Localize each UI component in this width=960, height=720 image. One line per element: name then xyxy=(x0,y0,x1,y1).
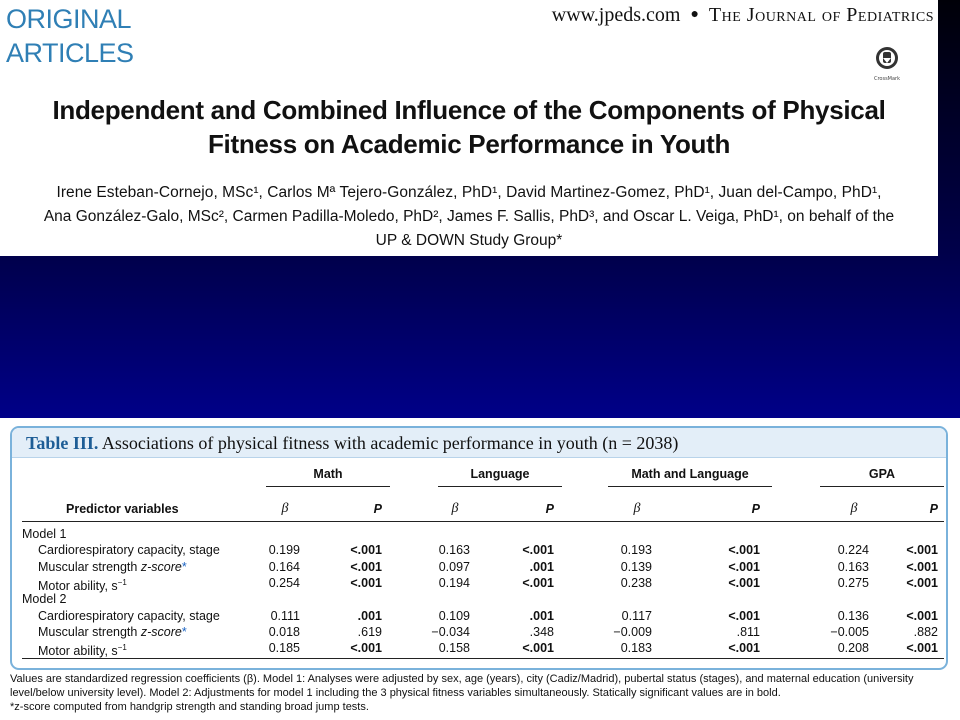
table-notes xyxy=(10,672,955,714)
beta-column-header: β xyxy=(633,501,641,516)
predictor-name xyxy=(38,640,127,659)
beta-column-header: β xyxy=(281,501,289,516)
p-value: .001 xyxy=(529,608,554,623)
predictor-name xyxy=(38,624,187,640)
crossmark-label: CrossMark xyxy=(873,76,901,82)
section-label xyxy=(6,2,134,70)
p-value: <.001 xyxy=(350,575,382,590)
beta-value: 0.275 xyxy=(837,575,869,590)
column-group-header: Math and Language xyxy=(631,467,749,481)
table-caption-label: Table III. xyxy=(26,433,99,453)
beta-value: 0.193 xyxy=(620,543,652,558)
column-group-header: Math xyxy=(313,467,343,481)
table-caption xyxy=(12,428,946,458)
p-value-column-header: P xyxy=(751,502,760,516)
author-line-3: UP & DOWN Study Group* xyxy=(375,232,563,249)
column-group-header: GPA xyxy=(868,467,896,481)
crossmark-icon xyxy=(875,46,899,70)
journal-line xyxy=(552,4,934,27)
predictor-name-text: Motor ability, s xyxy=(38,644,118,659)
footnote-marker: * xyxy=(181,559,187,574)
header-rule xyxy=(22,521,944,522)
beta-column-header: β xyxy=(451,501,459,516)
crossmark-badge[interactable] xyxy=(872,46,902,82)
p-value: <.001 xyxy=(522,575,554,590)
unit-exponent: −1 xyxy=(117,643,127,653)
beta-value: 0.194 xyxy=(438,575,470,590)
p-value: <.001 xyxy=(728,641,760,656)
results-table xyxy=(10,426,948,670)
p-value: <.001 xyxy=(350,543,382,558)
beta-value: 0.224 xyxy=(837,543,869,558)
column-group-header: Language xyxy=(470,467,530,481)
predictor-name-italic: z-score xyxy=(140,624,182,639)
table-caption-text: Associations of physical fitness with academic performance in youth (n = 2038) xyxy=(101,433,679,453)
beta-value: 0.183 xyxy=(620,641,652,656)
p-value: <.001 xyxy=(906,559,938,574)
p-value: <.001 xyxy=(728,575,760,590)
predictor-name-text: Motor ability, s xyxy=(38,579,118,594)
p-value: .001 xyxy=(529,559,554,574)
p-value-column-header: P xyxy=(929,502,938,516)
footnote-marker: * xyxy=(181,624,187,639)
journal-url[interactable]: www.jpeds.com xyxy=(551,4,681,26)
author-line-2: Ana González-Galo, MSc², Carmen Padilla-Moledo, PhD², James F. Sallis, PhD³, and Oscar L. Veiga, PhD¹, on behalf of the xyxy=(43,208,895,225)
p-value: .001 xyxy=(357,608,382,623)
beta-value: 0.254 xyxy=(268,575,300,590)
beta-value: 0.018 xyxy=(268,624,300,639)
section-label-line-2: ARTICLES xyxy=(6,38,134,68)
column-group-rule xyxy=(266,486,390,487)
p-value: .348 xyxy=(529,624,554,639)
table-note-footnote: *z-score computed from handgrip strength and standing broad jump tests. xyxy=(10,701,369,713)
beta-value: 0.238 xyxy=(620,575,652,590)
beta-value: 0.163 xyxy=(438,543,470,558)
p-value: <.001 xyxy=(906,575,938,590)
model-label: Model 2 xyxy=(22,592,67,607)
beta-value: −0.034 xyxy=(431,624,470,639)
table-bottom-rule xyxy=(22,658,944,659)
beta-value: 0.136 xyxy=(837,608,869,623)
predictor-name-text: Muscular strength xyxy=(38,624,141,639)
p-value-column-header: P xyxy=(373,502,382,516)
p-value: <.001 xyxy=(522,543,554,558)
p-value: <.001 xyxy=(350,559,382,574)
beta-value: 0.164 xyxy=(268,559,300,574)
p-value: .619 xyxy=(357,624,382,639)
p-value: .811 xyxy=(736,624,760,639)
beta-value: 0.139 xyxy=(620,559,652,574)
p-value: <.001 xyxy=(350,641,382,656)
p-value-column-header: P xyxy=(545,502,554,516)
p-value: <.001 xyxy=(906,608,938,623)
column-group-rule xyxy=(608,486,772,487)
beta-value: 0.158 xyxy=(438,641,470,656)
predictor-name-text: Muscular strength xyxy=(38,559,141,574)
beta-value: 0.117 xyxy=(621,608,652,623)
table-note-main: Values are standardized regression coefficients (β). Model 1: Analyses were adjusted by sex, age (years), city (Cadiz/Madrid), pubertal status (stages), and maternal education (university level/below university level). Model 2: Adjustments for model 1 including the 3 physical fitness variables simultaneously. Statically significant values are in bold. xyxy=(10,673,914,699)
beta-value: −0.009 xyxy=(613,624,652,639)
article-title-line-1: Independent and Combined Influence of the Components of Physical xyxy=(52,95,886,125)
p-value: <.001 xyxy=(522,641,554,656)
p-value: .882 xyxy=(913,624,938,639)
beta-column-header: β xyxy=(850,501,858,516)
article-header xyxy=(0,0,938,256)
article-title-line-2: Fitness on Academic Performance in Youth xyxy=(207,129,731,159)
beta-value: 0.163 xyxy=(837,559,869,574)
bullet-separator: ● xyxy=(690,7,699,22)
column-group-rule xyxy=(438,486,562,487)
beta-value: 0.208 xyxy=(837,641,869,656)
predictor-name xyxy=(38,559,187,575)
beta-value: 0.199 xyxy=(268,543,300,558)
beta-value: −0.005 xyxy=(830,624,869,639)
p-value: <.001 xyxy=(906,641,938,656)
author-line-1: Irene Esteban-Cornejo, MSc¹, Carlos Mª Tejero-González, PhD¹, David Martinez-Gomez, PhD¹, Juan del-Campo, PhD¹, xyxy=(56,184,882,201)
table-panel xyxy=(0,418,960,720)
beta-value: 0.109 xyxy=(438,608,470,623)
model-label: Model 1 xyxy=(22,527,67,541)
beta-value: 0.185 xyxy=(268,641,300,656)
column-group-rule xyxy=(820,486,944,487)
predictor-name-italic: z-score xyxy=(140,559,182,574)
journal-name: The Journal of Pediatrics xyxy=(708,4,934,26)
p-value: <.001 xyxy=(906,543,938,558)
p-value: <.001 xyxy=(728,608,760,623)
section-label-line-1: ORIGINAL xyxy=(6,4,132,34)
unit-exponent: −1 xyxy=(117,577,127,587)
p-value: <.001 xyxy=(728,543,760,558)
predictor-name: Cardiorespiratory capacity, stage xyxy=(38,608,220,623)
predictor-name: Cardiorespiratory capacity, stage xyxy=(38,543,220,558)
p-value: <.001 xyxy=(728,559,760,574)
article-title xyxy=(0,93,938,161)
author-list xyxy=(0,181,938,253)
beta-value: 0.111 xyxy=(270,608,300,623)
predictor-variables-header: Predictor variables xyxy=(66,502,179,516)
beta-value: 0.097 xyxy=(438,559,470,574)
